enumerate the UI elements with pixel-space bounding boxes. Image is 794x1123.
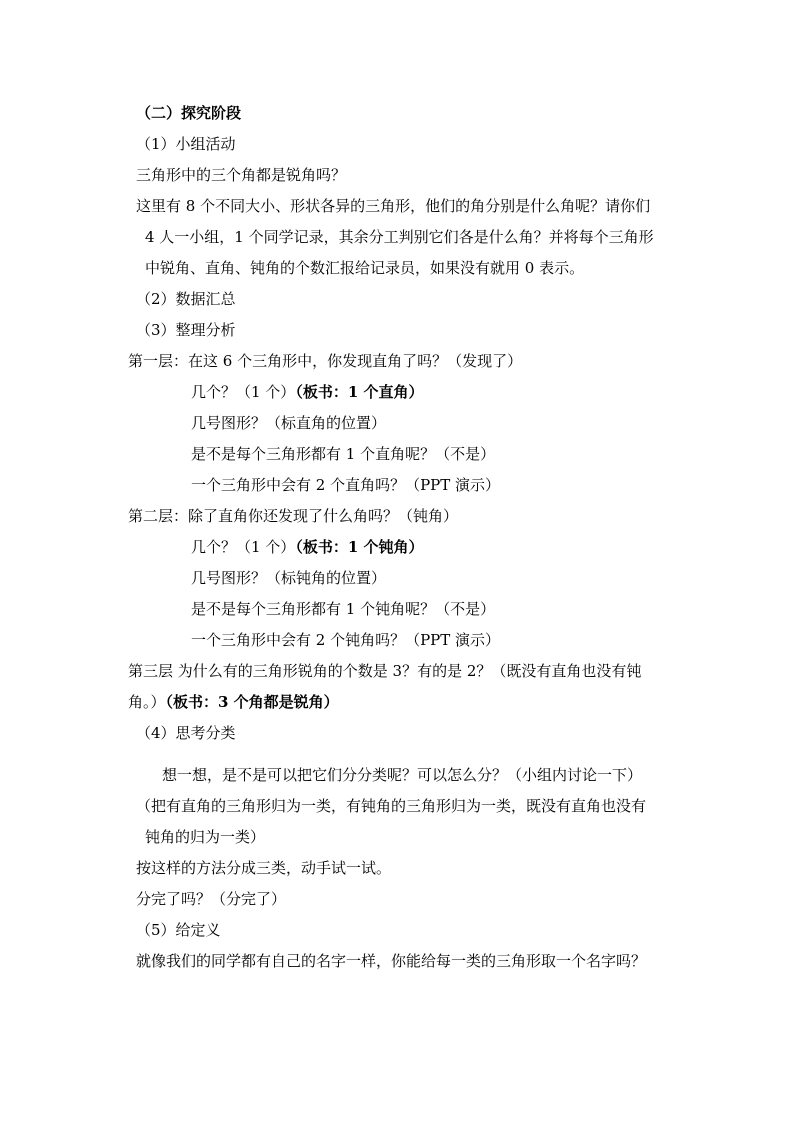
paragraph-line: 三角形中的三个角都是锐角吗？ xyxy=(136,166,347,184)
layer3-line1: 第三层 为什么有的三角形锐角的个数是 3？有的是 2？（既没有直角也没有钝 xyxy=(128,662,642,680)
layer1-intro: 第一层：在这 6 个三角形中，你发现直角了吗？（发现了） xyxy=(128,352,523,370)
layer1-q1-text: 几个？（1 个） xyxy=(191,383,296,401)
layer2-q4: 一个三角形中会有 2 个钝角吗？（PPT 演示） xyxy=(191,631,501,649)
paragraph-line: 4 人一小组，1 个同学记录，其余分工判别它们各是什么角？并将每个三角形 xyxy=(145,228,654,246)
subsection-heading-4: （4）思考分类 xyxy=(136,724,236,742)
paragraph-line: 就像我们的同学都有自己的名字一样，你能给每一类的三角形取一个名字吗？ xyxy=(136,952,647,970)
layer2-q1 xyxy=(191,537,423,557)
layer2-intro: 第二层：除了直角你还发现了什么角吗？（钝角） xyxy=(128,507,459,525)
layer1-q4: 一个三角形中会有 2 个直角吗？（PPT 演示） xyxy=(191,476,501,494)
board-note: （板书：1 个直角） xyxy=(295,383,424,401)
layer2-q2: 几号图形？（标钝角的位置） xyxy=(191,569,387,587)
paragraph-line: （把有直角的三角形归为一类，有钝角的三角形归为一类，既没有直角也没有 xyxy=(136,797,647,815)
paragraph-line: 分完了吗？（分完了） xyxy=(136,890,287,908)
board-note: （板书：1 个钝角） xyxy=(295,538,424,556)
subsection-heading-1: （1）小组活动 xyxy=(136,135,236,153)
board-note: （板书：3 个角都是锐角） xyxy=(165,693,339,711)
subsection-heading-5: （5）给定义 xyxy=(136,921,221,939)
layer3-line2-text: 角。） xyxy=(128,693,166,711)
section-title: （二）探究阶段 xyxy=(136,104,242,122)
layer1-q1 xyxy=(191,382,423,402)
subsection-heading-3: （3）整理分析 xyxy=(136,321,236,339)
layer1-q2: 几号图形？（标直角的位置） xyxy=(191,414,387,432)
layer1-q3: 是不是每个三角形都有 1 个直角呢？（不是） xyxy=(191,445,496,463)
layer3-line2 xyxy=(128,692,339,712)
paragraph-line: 中锐角、直角、钝角的个数汇报给记录员，如果没有就用 0 表示。 xyxy=(145,259,585,277)
layer2-q3: 是不是每个三角形都有 1 个钝角呢？（不是） xyxy=(191,600,496,618)
subsection-heading-2: （2）数据汇总 xyxy=(136,290,236,308)
paragraph-line: 这里有 8 个不同大小、形状各异的三角形，他们的角分别是什么角呢？请你们 xyxy=(136,197,651,215)
paragraph-line: 钝角的归为一类） xyxy=(145,828,266,846)
paragraph-line: 按这样的方法分成三类，动手试一试。 xyxy=(136,859,392,877)
layer2-q1-text: 几个？（1 个） xyxy=(191,538,296,556)
paragraph-line: 想一想，是不是可以把它们分分类呢？可以怎么分？（小组内讨论一下） xyxy=(162,766,643,784)
